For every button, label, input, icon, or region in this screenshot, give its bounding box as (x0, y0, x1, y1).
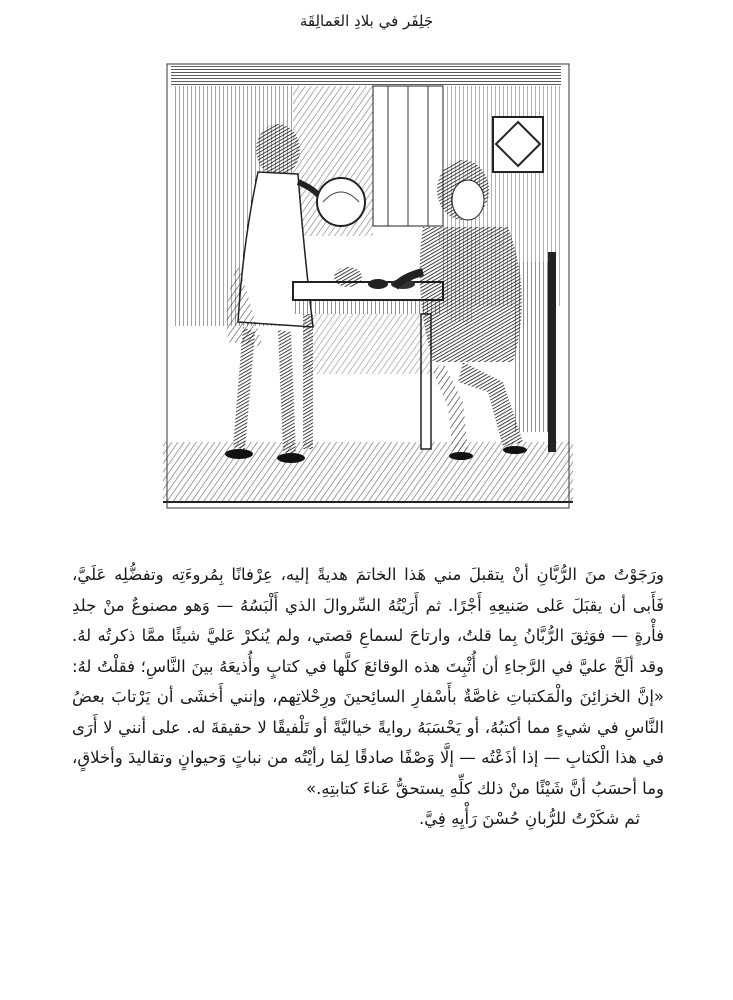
paragraph: ورَجَوْتُ منَ الرُّبَّانِ أنْ يتقبلَ مني هَذا الخاتمَ هديةً إليه، عِرْفانًا بِمُروءَتِه وتفضُّلِه عَلَيَّ، فَأَبى أن يقبَلَ عَلى صَنيعِهِ أَجْرًا. ثم أَرَيْتُهُ السِّروالَ الذي أَلْبَسُهُ — وَهو مصنوعٌ منْ جلدِ فأْرةٍ — فوَثِقَ الرُّبَّانُ بِما قلتُ، وارتاحَ لسماعِ قصتي، ولم يُنكرْ عَليَّ شيئًا ممَّا ذكرتُه لهُ. وقد ألَحَّ عليَّ في الرَّجاءِ أن أُثْبِتَ هذه الوقائعَ كلَّها في كتابٍ وأُذيعَهُ بينَ النَّاسِ؛ فقلْتُ لهُ: «إنَّ الخزائِنَ والْمَكتباتِ غاصَّةٌ بأَسْفارِ السائِحينَ ورِحْلاتِهم، وإنني أَخشَى أن يَرْتابَ بعضُ النَّاسِ في شيءٍ مما أكتبُهُ، أو يَحْسَبَهُ روايةً خياليَّةً أو تَلْفيقًا لا حقيقةَ له. على أنني لا أَرَى في هذا الْكتابِ — إذا أذَعْتُه — إلَّا وَصْفًا صادقًا لِمَا رأيْتُه من نباتٍ وَحيوانٍ وتقاليدَ وأخلاقٍ، وما أحسَبُ أنَّ شَيْئًا منْ ذلك كلِّهِ يستحقُّ عَناءَ كتابتِهِ.» (72, 565, 664, 798)
paragraph: ثم شكَرْتُ للرُّبانِ حُسْنَ رَأْيِهِ فِيَّ. (418, 809, 640, 828)
engraving-scene-icon (163, 62, 575, 512)
body-text (72, 560, 664, 835)
running-head-title: جَلِفَر في بلادِ العَمالِقَة (299, 12, 434, 30)
engraving-illustration (163, 62, 575, 512)
